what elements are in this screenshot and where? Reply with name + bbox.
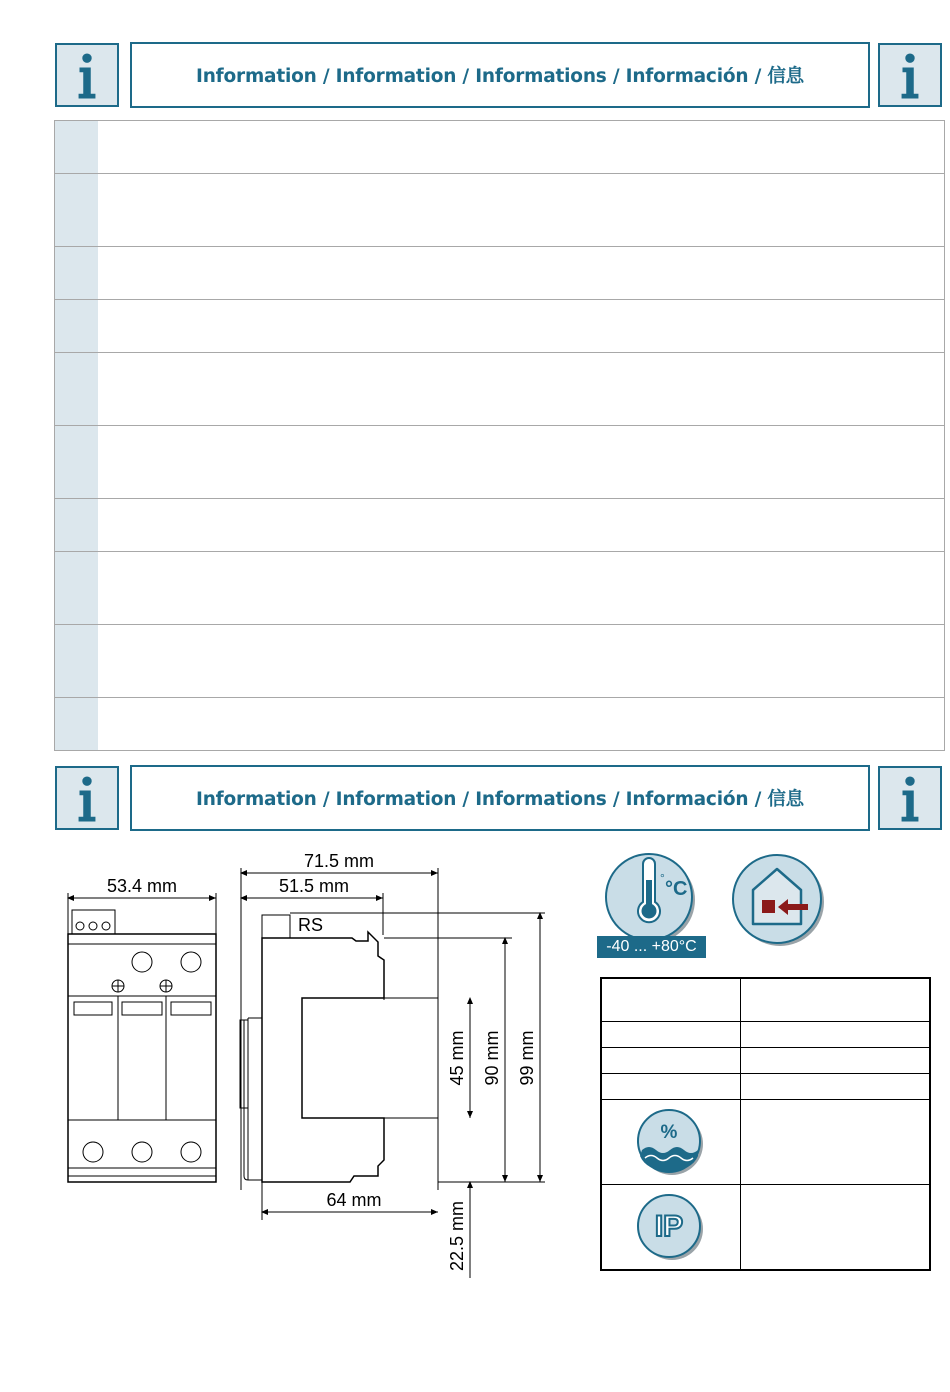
thermometer-unit: °C	[665, 878, 688, 900]
dim-rail-offset: 22.5 mm	[447, 1200, 467, 1272]
info-row-index-cell	[54, 353, 98, 425]
banner-title: Information / Information / Informations / Información / 信息	[196, 66, 804, 87]
info-row-index-cell	[54, 247, 98, 299]
spec-table	[600, 977, 931, 1271]
info-icon-left-top	[55, 43, 119, 107]
info-row	[54, 426, 945, 499]
spec-row	[602, 1022, 930, 1048]
info-row	[54, 552, 945, 625]
spec-row	[602, 1048, 930, 1074]
info-row-index-cell	[54, 625, 98, 697]
info-icon-right-top	[878, 43, 942, 107]
spec-row	[602, 1074, 930, 1100]
thermometer-icon	[602, 852, 702, 944]
humidity-icon	[635, 1106, 707, 1178]
temperature-range-badge: -40 ... +80°C	[597, 936, 706, 958]
info-row	[54, 174, 945, 247]
info-row-index-cell	[54, 552, 98, 624]
info-table	[54, 120, 945, 751]
dimension-drawing	[0, 840, 580, 1290]
dim-depth-total: 71.5 mm	[303, 851, 375, 871]
spec-row-ip	[602, 1185, 930, 1270]
info-row-index-cell	[54, 426, 98, 498]
banner-title: Information / Information / Informations / Información / 信息	[196, 789, 804, 810]
info-row-index-cell	[54, 698, 98, 750]
info-row	[54, 247, 945, 300]
info-row-index-cell	[54, 121, 98, 173]
info-icon-left-bottom	[55, 766, 119, 830]
info-row-index-cell	[54, 174, 98, 246]
info-row	[54, 353, 945, 426]
label-rs: RS	[298, 915, 324, 935]
dim-front-width: 53.4 mm	[106, 876, 178, 896]
info-row-index-cell	[54, 300, 98, 352]
info-icon-right-bottom	[878, 766, 942, 830]
info-row	[54, 625, 945, 698]
info-row	[54, 698, 945, 751]
ip-symbol: IP	[654, 1210, 684, 1243]
info-row	[54, 499, 945, 552]
spec-row-humidity	[602, 1100, 930, 1185]
info-banner-top	[130, 42, 870, 108]
front-view	[68, 893, 216, 1182]
humidity-symbol: %	[660, 1122, 678, 1143]
info-banner-bottom	[130, 765, 870, 831]
indoor-use-icon	[730, 852, 830, 952]
dim-depth-front: 51.5 mm	[278, 876, 350, 896]
spec-row	[602, 979, 930, 1022]
dim-height-total: 99 mm	[517, 1030, 537, 1086]
dim-base: 64 mm	[326, 1190, 382, 1210]
svg-text:°: °	[660, 871, 665, 885]
ip-rating-icon	[635, 1191, 707, 1263]
info-row	[54, 121, 945, 174]
info-row	[54, 300, 945, 353]
dim-height-body: 90 mm	[482, 1030, 502, 1086]
info-row-index-cell	[54, 499, 98, 551]
dim-height-window: 45 mm	[447, 1030, 467, 1086]
